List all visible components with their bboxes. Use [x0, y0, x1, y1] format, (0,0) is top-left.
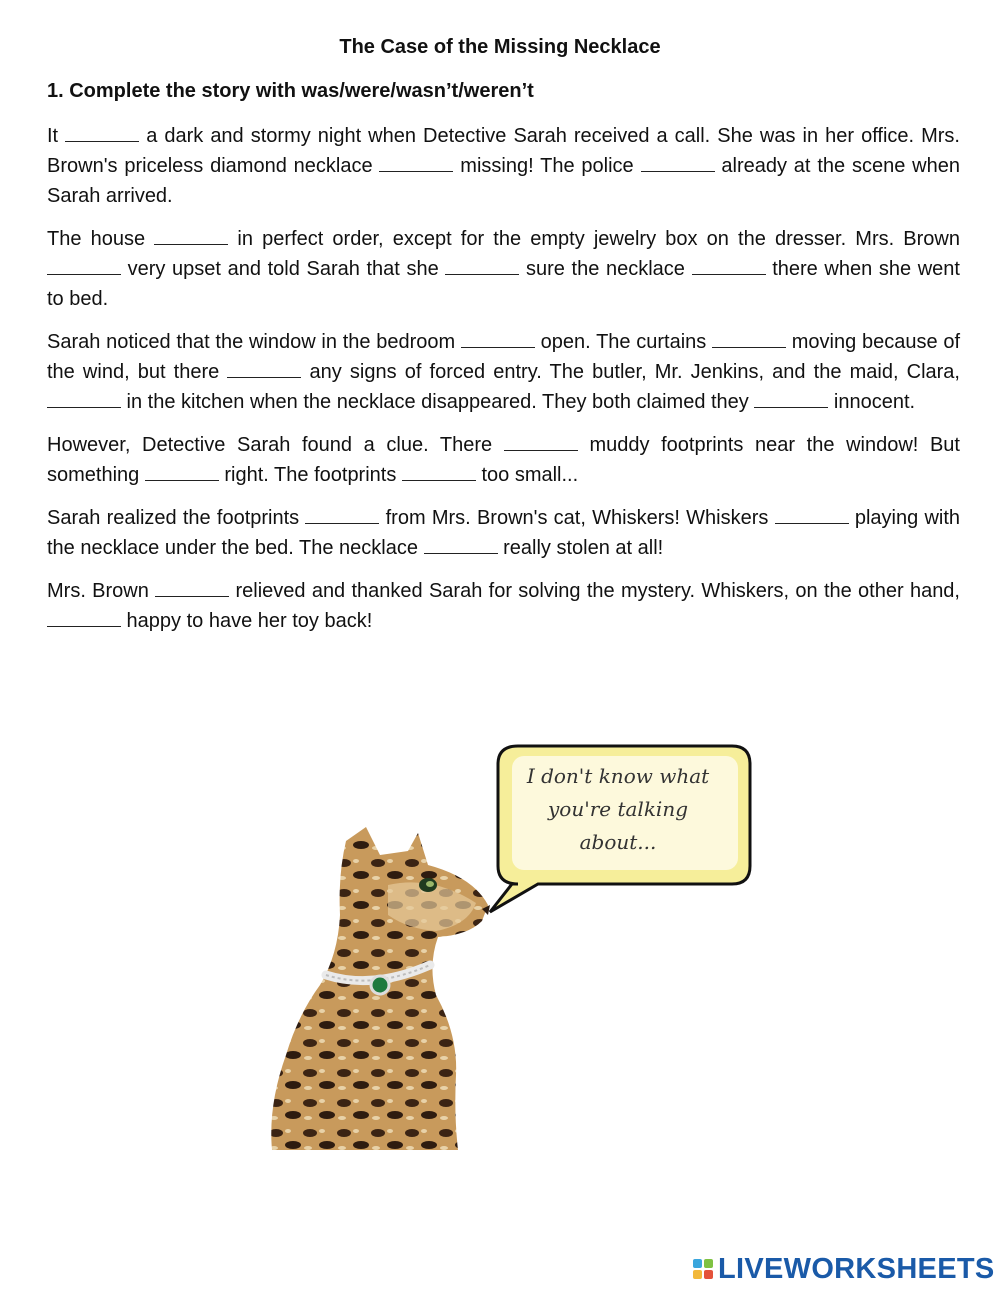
story-segment: Sarah noticed that the window in the bedroom — [47, 331, 461, 353]
story-segment: missing! The police — [453, 155, 641, 177]
answer-blank-6[interactable] — [445, 256, 519, 275]
answer-blank-16[interactable] — [305, 505, 379, 524]
story-segment: Sarah realized the footprints — [47, 507, 306, 529]
answer-blank-19[interactable] — [155, 578, 229, 597]
story-segment: relieved and thanked Sarah for solving the mystery. Whiskers, on the other hand, — [229, 580, 960, 602]
bubble-line-1: I don't know what — [526, 764, 710, 788]
answer-blank-20[interactable] — [47, 608, 121, 627]
story-segment: a dark and stormy night when Detective Sarah received a call. She was in her office. Mrs. Brown's priceless diamond necklace — [47, 125, 960, 177]
answer-blank-8[interactable] — [461, 329, 535, 348]
answer-blank-14[interactable] — [145, 462, 219, 481]
story-segment: any signs of forced entry. The butler, Mr. Jenkins, and the maid, Clara, — [301, 361, 960, 383]
story-segment: The house — [47, 228, 155, 250]
story-segment: However, Detective Sarah found a clue. There — [47, 434, 504, 456]
story-segment: sure the necklace — [519, 258, 692, 280]
answer-blank-11[interactable] — [47, 389, 121, 408]
worksheet-title: The Case of the Missing Necklace — [339, 36, 661, 58]
story-segment: innocent. — [828, 391, 916, 413]
story-segment: muddy footprints near the window! But something — [47, 434, 960, 486]
answer-blank-17[interactable] — [775, 505, 849, 524]
story-segment: in perfect order, except for the empty jewelry box on the dresser. Mrs. Brown — [228, 228, 960, 250]
answer-blank-5[interactable] — [47, 256, 121, 275]
exercise-instruction: 1. Complete the story with was/were/wasn’t/weren’t — [47, 80, 534, 102]
story-segment: happy to have her toy back! — [121, 610, 373, 632]
story-segment: open. The curtains — [534, 331, 713, 353]
cat-illustration — [268, 825, 498, 1150]
story-segment: there when she went to bed. — [47, 258, 960, 310]
story-paragraph — [47, 327, 960, 417]
answer-blank-9[interactable] — [712, 329, 786, 348]
answer-blank-15[interactable] — [402, 462, 476, 481]
story-segment: right. The footprints — [218, 464, 402, 486]
story-text — [47, 121, 960, 649]
bubble-line-3: about... — [579, 830, 657, 854]
story-paragraph — [47, 430, 960, 490]
logo-text: LIVEWORKSHEETS — [718, 1252, 995, 1285]
story-segment: moving because of the wind, but there — [47, 331, 961, 383]
story-paragraph — [47, 576, 960, 636]
story-segment: too small... — [475, 464, 579, 486]
answer-blank-7[interactable] — [692, 256, 766, 275]
story-segment: really stolen at all! — [497, 537, 664, 559]
story-segment: already at the scene when Sarah arrived. — [47, 155, 960, 207]
story-paragraph — [47, 121, 960, 211]
story-segment: It — [47, 125, 66, 147]
answer-blank-10[interactable] — [227, 359, 301, 378]
answer-blank-18[interactable] — [424, 535, 498, 554]
story-segment: very upset and told Sarah that she — [121, 258, 446, 280]
story-paragraph — [47, 503, 960, 563]
logo-mark-icon — [693, 1259, 713, 1279]
answer-blank-1[interactable] — [65, 123, 139, 142]
answer-blank-3[interactable] — [641, 153, 715, 172]
liveworksheets-logo — [693, 1253, 995, 1285]
speech-bubble — [482, 742, 754, 920]
answer-blank-4[interactable] — [154, 226, 228, 245]
speech-bubble-text — [508, 760, 728, 859]
answer-blank-13[interactable] — [504, 432, 578, 451]
story-paragraph — [47, 224, 960, 314]
answer-blank-2[interactable] — [379, 153, 453, 172]
story-segment: from Mrs. Brown's cat, Whiskers! Whiskers — [379, 507, 775, 529]
story-segment: playing with the necklace under the bed. The necklace — [47, 507, 961, 559]
bubble-line-2: you're talking — [547, 797, 689, 821]
story-segment: Mrs. Brown — [47, 580, 156, 602]
story-segment: in the kitchen when the necklace disappeared. They both claimed they — [121, 391, 755, 413]
answer-blank-12[interactable] — [754, 389, 828, 408]
